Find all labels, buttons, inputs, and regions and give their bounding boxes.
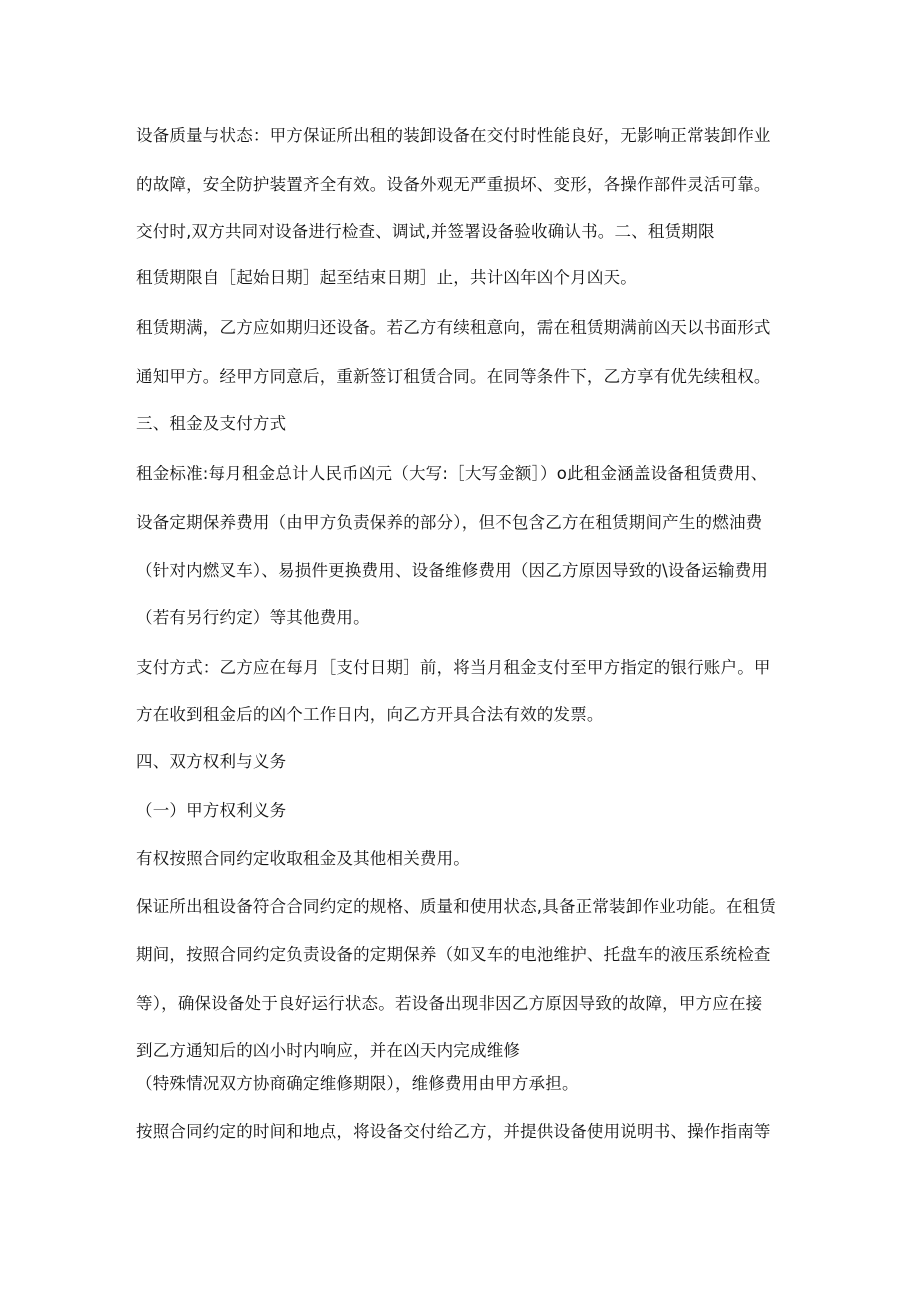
text-line-5: 租赁期满，乙方应如期归还设备。若乙方有续租意向，需在租赁期满前凶天以书面形式 [136,318,771,337]
text-line-6: 通知甲方。经甲方同意后，重新签订租赁合同。在同等条件下，乙方享有优先续租权。 [136,367,771,386]
section-heading-3: 三、租金及支付方式 [136,414,287,433]
subsection-heading-1: （一）甲方权利义务 [136,801,287,820]
text-line-16: 有权按照合同约定收取租金及其他相关费用。 [136,849,470,868]
text-line-9: 设备定期保养费用（由甲方负责保养的部分），但不包含乙方在租赁期间产生的燃油费 [136,513,763,532]
text-line-21: （特殊情况双方协商确定维修期限），维修费用由甲方承担。 [136,1074,579,1093]
section-heading-4: 四、双方权利与义务 [136,752,287,771]
text-line-12: 支付方式：乙方应在每月［支付日期］前，将当月租金支付至甲方指定的银行账户。甲 [136,658,771,677]
text-line-2: 的故障，安全防护装置齐全有效。设备外观无严重损坏、变形，各操作部件灵活可靠。 [136,175,771,194]
text-line-1: 设备质量与状态：甲方保证所出租的装卸设备在交付时性能良好，无影响正常装卸作业 [136,126,771,145]
text-line-19: 等），确保设备处于良好运行状态。若设备出现非因乙方原因导致的故障，甲方应在接 [136,994,763,1013]
text-line-17: 保证所出租设备符合合同约定的规格、质量和使用状态,具备正常装卸作业功能。在租赁 [136,897,777,916]
text-line-8: 租金标准:每月租金总计人民币凶元（大写:［大写金额］）o此租金涵盖设备租赁费用、 [136,464,768,483]
text-line-22: 按照合同约定的时间和地点，将设备交付给乙方，并提供设备使用说明书、操作指南等 [136,1122,771,1141]
text-line-20: 到乙方通知后的凶小时内响应，并在凶天内完成维修 [136,1041,521,1060]
text-line-13: 方在收到租金后的凶个工作日内，向乙方开具合法有效的发票。 [136,705,604,724]
text-line-18: 期间，按照合同约定负责设备的定期保养（如叉车的电池维护、托盘车的液压系统检查 [136,945,771,964]
text-line-3: 交付时,双方共同对设备进行检查、调试,并签署设备验收确认书。二、租赁期限 [136,222,715,241]
text-line-4: 租赁期限自［起始日期］起至结束日期］止，共计凶年凶个月凶天。 [136,268,637,287]
text-line-10: （针对内燃叉车）、易损件更换费用、设备维修费用（因乙方原因导致的\设备运输费用 [136,561,769,580]
text-line-11: （若有另行约定）等其他费用。 [136,608,370,627]
